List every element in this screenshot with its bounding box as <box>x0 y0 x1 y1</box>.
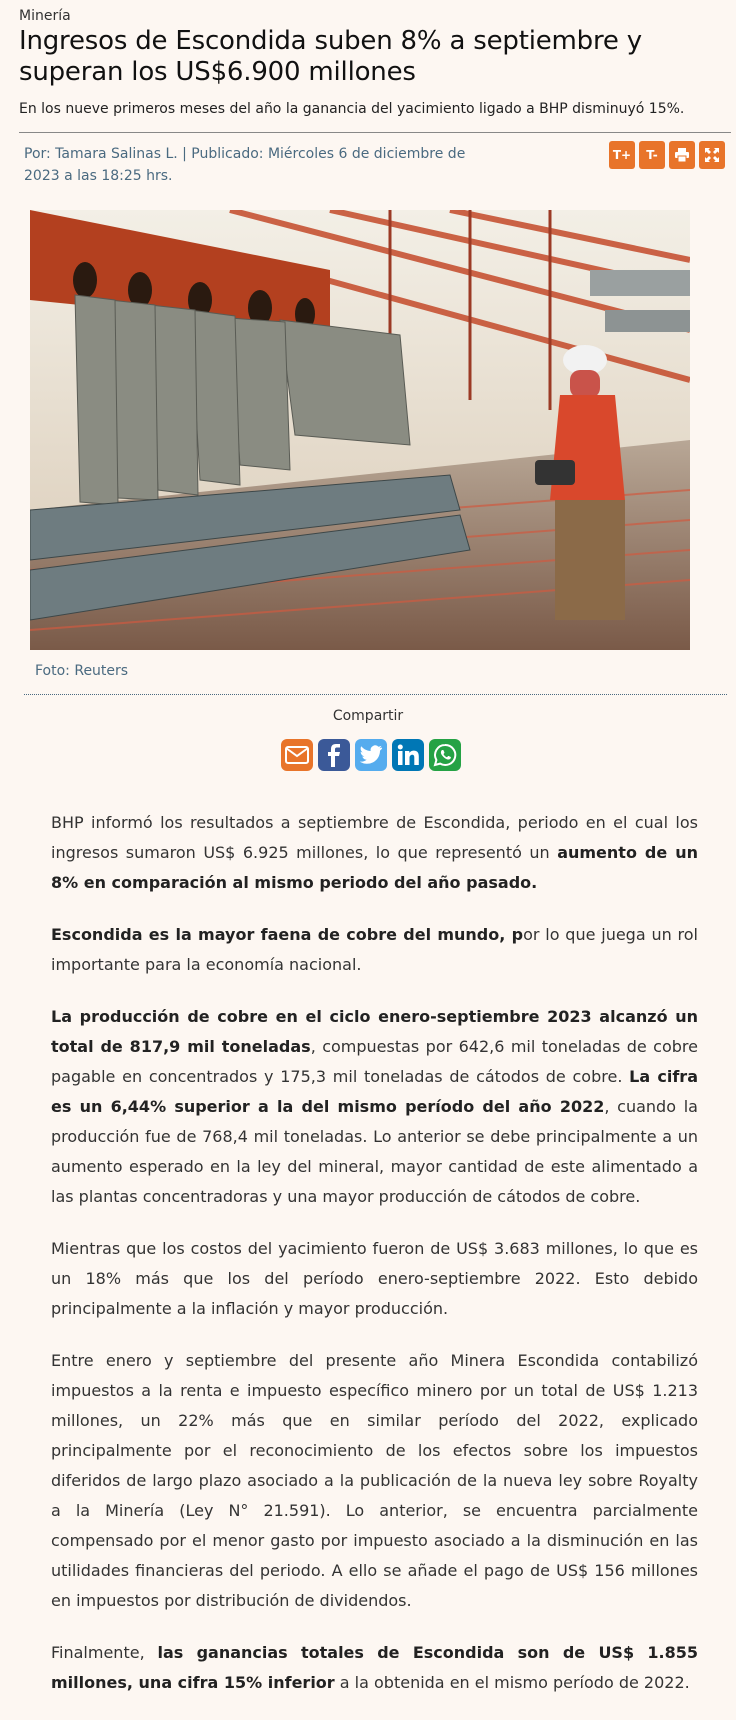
email-icon <box>285 746 309 764</box>
paragraph-2: Escondida es la mayor faena de cobre del mundo, por lo que juega un rol importante para la economía nacional. <box>51 925 698 974</box>
share-buttons <box>281 739 461 771</box>
fullscreen-icon <box>704 147 720 163</box>
paragraph-4: Mientras que los costos del yacimiento fueron de US$ 3.683 millones, lo que es un 18% más que los del período enero-septiembre 2022. Esto debido principalmente a la inflación y mayor producción. <box>51 1239 698 1318</box>
article-tools <box>609 141 725 169</box>
paragraph-5: Entre enero y septiembre del presente año Minera Escondida contabilizó impuestos a la renta e impuesto específico minero por un total de US$ 1.213 millones, un 22% más que en similar período del 2022, explicado principalmente por el reconocimiento de los efectos sobre los impuestos diferidos de largo plazo asociado a la publicación de la nueva ley sobre Royalty a la Minería (Ley N° 21.591). Lo anterior, se encuentra parcialmente compensado por el menor gasto por impuesto asociado a la disminución en las utilidades financieras del periodo. A ello se añade el pago de US$ 156 millones en impuestos por distribución de dividendos. <box>51 1351 698 1610</box>
article-photo <box>30 210 690 650</box>
photo-credit: Foto: Reuters <box>35 663 129 679</box>
linkedin-icon <box>397 744 419 766</box>
whatsapp-icon <box>433 743 457 767</box>
twitter-icon <box>359 745 383 765</box>
print-button[interactable] <box>669 141 695 169</box>
print-icon <box>674 147 690 163</box>
facebook-icon <box>324 743 344 767</box>
section-label[interactable]: Minería <box>19 8 71 24</box>
divider <box>19 132 731 133</box>
font-decrease-button[interactable]: T- <box>639 141 665 169</box>
paragraph-6: Finalmente, las ganancias totales de Escondida son de US$ 1.855 millones, una cifra 15% inferior a la obtenida en el mismo período de 2022. <box>51 1643 698 1692</box>
share-whatsapp-button[interactable] <box>429 739 461 771</box>
share-linkedin-button[interactable] <box>392 739 424 771</box>
share-email-button[interactable] <box>281 739 313 771</box>
share-twitter-button[interactable] <box>355 739 387 771</box>
subheadline: En los nueve primeros meses del año la ganancia del yacimiento ligado a BHP disminuyó 15%. <box>19 101 685 117</box>
article-body <box>51 808 698 1720</box>
font-increase-button[interactable]: T+ <box>609 141 635 169</box>
dotted-divider <box>24 694 727 695</box>
share-facebook-button[interactable] <box>318 739 350 771</box>
paragraph-3: La producción de cobre en el ciclo enero-septiembre 2023 alcanzó un total de 817,9 mil toneladas, compuestas por 642,6 mil toneladas de cobre pagable en concentrados y 175,3 mil toneladas de cátodos de cobre. La cifra es un 6,44% superior a la del mismo período del año 2022, cuando la producción fue de 768,4 mil toneladas. Lo anterior se debe principalmente a un aumento esperado en la ley del mineral, mayor cantidad de este alimentado a las plantas concentradoras y una mayor producción de cátodos de cobre. <box>51 1007 698 1206</box>
share-label: Compartir <box>332 708 404 724</box>
fullscreen-button[interactable] <box>699 141 725 169</box>
headline: Ingresos de Escondida suben 8% a septiembre y superan los US$6.900 millones <box>19 26 642 87</box>
paragraph-1: BHP informó los resultados a septiembre de Escondida, periodo en el cual los ingresos sumaron US$ 6.925 millones, lo que representó un aumento de un 8% en comparación al mismo periodo del año pasado. <box>51 813 699 892</box>
byline: Por: Tamara Salinas L. | Publicado: Miércoles 6 de diciembre de 2023 a las 18:25 hrs. <box>24 146 466 184</box>
